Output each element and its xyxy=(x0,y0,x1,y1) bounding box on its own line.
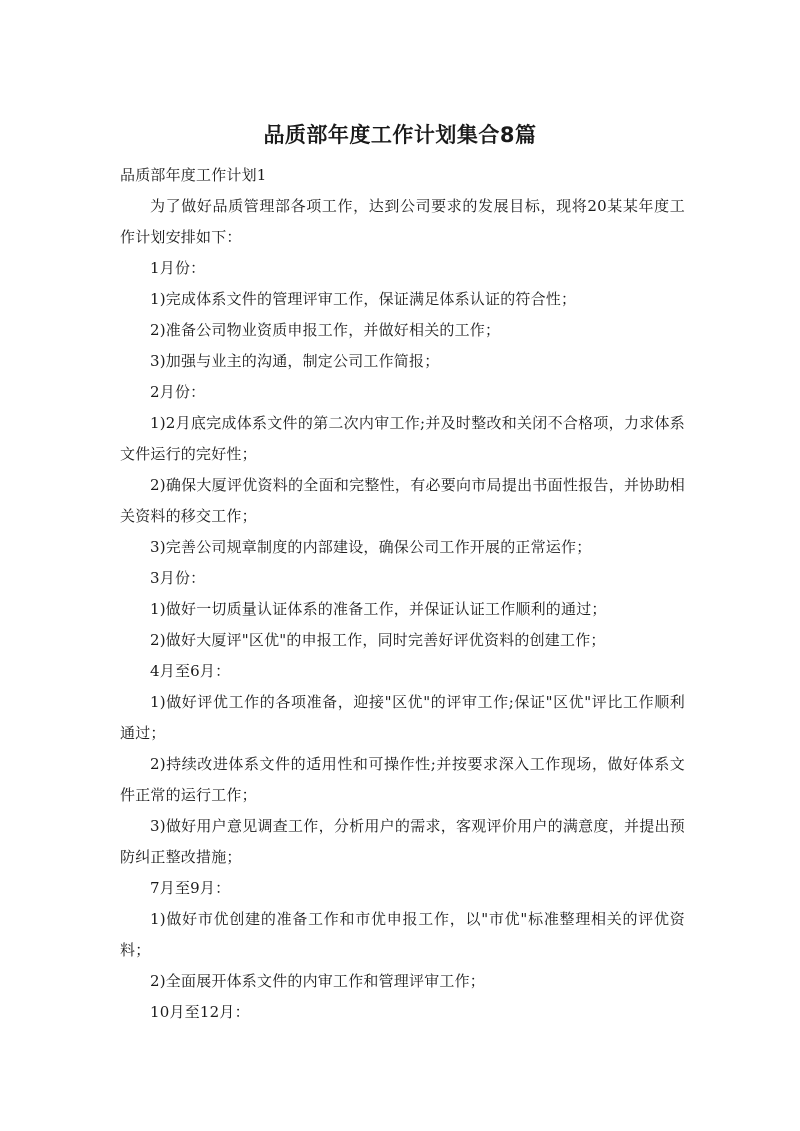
section-heading: 品质部年度工作计划1 xyxy=(120,166,267,184)
body-paragraph: 10月至12月： xyxy=(150,1003,250,1021)
body-paragraph: 2)做好大厦评"区优"的申报工作，同时完善好评优资料的创建工作； xyxy=(150,631,606,649)
body-paragraph: 1)做好评优工作的各项准备，迎接"区优"的评审工作;保证"区优"评比工作顺利通过； xyxy=(120,693,685,742)
body-paragraph: 1)完成体系文件的管理评审工作，保证满足体系认证的符合性； xyxy=(150,290,577,308)
body-paragraph: 1月份： xyxy=(150,259,206,277)
body-paragraph: 2)确保大厦评优资料的全面和完整性，有必要向市局提出书面性报告，并协助相关资料的移交工作； xyxy=(120,476,685,525)
body-paragraph: 3)加强与业主的沟通，制定公司工作简报； xyxy=(150,352,440,370)
body-paragraph: 4月至6月： xyxy=(150,662,231,680)
body-paragraph: 1)2月底完成体系文件的第二次内审工作;并及时整改和关闭不合格项，力求体系文件运行的完好性； xyxy=(120,414,685,463)
document-body xyxy=(120,160,685,1028)
body-paragraph: 2)持续改进体系文件的适用性和可操作性;并按要求深入工作现场，做好体系文件正常的运行工作； xyxy=(120,755,685,804)
document-title: 品质部年度工作计划集合8篇 xyxy=(263,123,537,147)
body-paragraph: 3)完善公司规章制度的内部建设，确保公司工作开展的正常运作； xyxy=(150,538,592,556)
body-paragraph: 1)做好市优创建的准备工作和市优申报工作，以"市优"标准整理相关的评优资料； xyxy=(120,910,685,959)
body-paragraph: 7月至9月： xyxy=(150,879,231,897)
body-paragraph: 为了做好品质管理部各项工作，达到公司要求的发展目标，现将20某某年度工作计划安排如下： xyxy=(120,197,685,246)
body-paragraph: 2)全面展开体系文件的内审工作和管理评审工作； xyxy=(150,972,485,990)
body-paragraph: 1)做好一切质量认证体系的准备工作，并保证认证工作顺利的通过； xyxy=(150,600,607,618)
body-paragraph: 3)做好用户意见调查工作，分析用户的需求，客观评价用户的满意度，并提出预防纠正整改措施； xyxy=(120,817,685,866)
body-paragraph: 2月份： xyxy=(150,383,206,401)
body-paragraph: 2)准备公司物业资质申报工作，并做好相关的工作； xyxy=(150,321,501,339)
body-paragraph: 3月份： xyxy=(150,569,206,587)
